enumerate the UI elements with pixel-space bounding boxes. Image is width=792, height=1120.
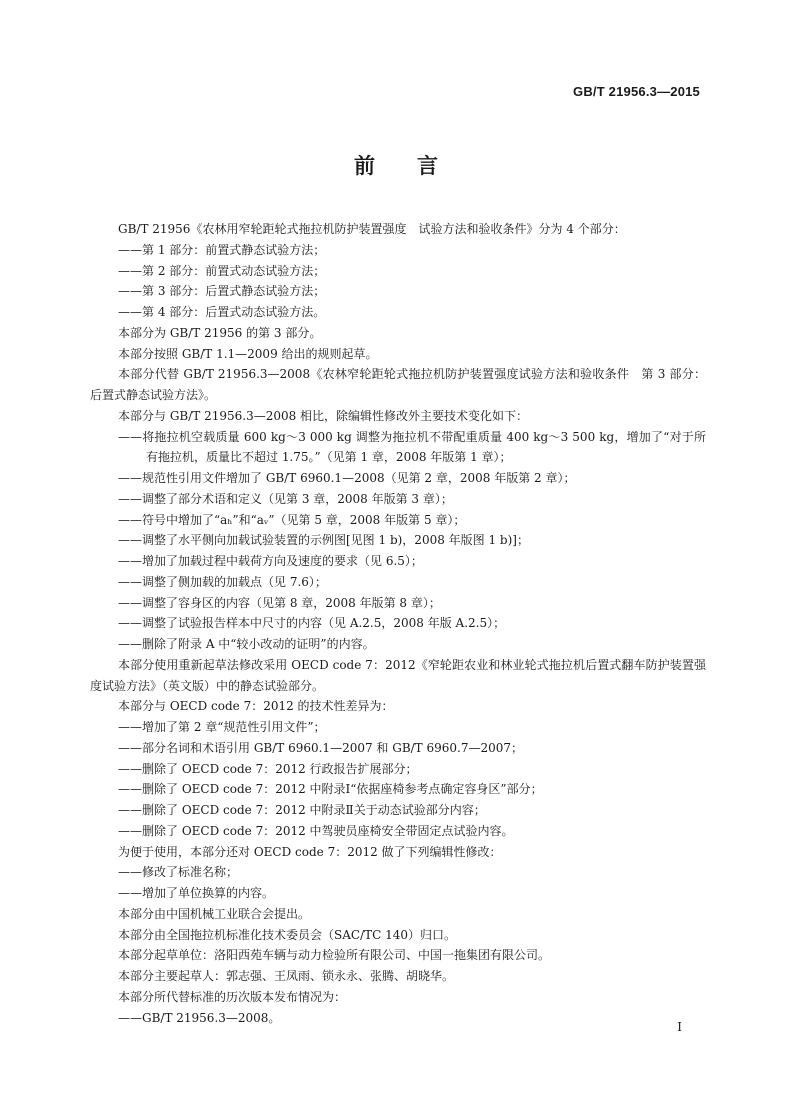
dash-list-item: ——增加了第 2 章“规范性引用文件”； [118, 720, 326, 734]
paragraph: 本部分与 GB/T 21956.3—2008 相比，除编辑性修改外主要技术变化如下： [118, 408, 529, 423]
dash-list-item: ——增加了加载过程中载荷方向及速度的要求（见 6.5）； [118, 554, 423, 568]
dash-list-item: ——删除了 OECD code 7：2012 中驾驶员座椅安全带固定点试验内容。 [118, 823, 514, 838]
page-title: 前言 [354, 154, 480, 178]
dash-list-item: ——修改了标准名称； [118, 865, 239, 880]
paragraph: 本部分按照 GB/T 1.1—2009 给出的规则起草。 [118, 346, 378, 361]
dash-list-item: ——调整了部分术语和定义（见第 3 章，2008 年版第 3 章）； [118, 491, 453, 506]
dash-list-item: ——规范性引用文件增加了 GB/T 6960.1—2008（见第 2 章，2008 年版第 2 章）； [118, 471, 576, 485]
paragraph: 本部分为 GB/T 21956 的第 3 部分。 [118, 325, 322, 340]
dash-list-item: ——部分名词和术语引用 GB/T 6960.1—2007 和 GB/T 6960.7—2007； [118, 740, 524, 755]
paragraph: GB/T 21956《农林用窄轮距轮式拖拉机防护装置强度 试验方法和验收条件》分为 4 个部分： [118, 222, 626, 236]
dash-list-item: ——调整了试验报告样本中尺寸的内容（见 A.2.5，2008 年版 A.2.5）； [118, 616, 506, 631]
dash-list-item: ——第 3 部分：后置式静态试验方法； [118, 284, 326, 299]
dash-list-item: ——删除了 OECD code 7：2012 行政报告扩展部分； [118, 761, 418, 776]
paragraph: 为便于使用，本部分还对 OECD code 7：2012 做了下列编辑性修改： [118, 844, 502, 859]
paragraph: 本部分起草单位：洛阳西苑车辆与动力检验所有限公司、中国一拖集团有限公司。 [118, 948, 551, 963]
dash-list-item: ——GB/T 21956.3—2008。 [118, 1010, 281, 1025]
dash-list-item: ——第 1 部分：前置式静态试验方法； [118, 242, 326, 257]
foreword-body [90, 219, 706, 1028]
paragraph: 本部分代替 GB/T 21956.3—2008《农林窄轮距轮式拖拉机防护装置强度试验方法和验收条件 第 3 部分：后置式静态试验方法》。 [90, 367, 706, 402]
dash-list-item: ——删除了附录 A 中“较小改动的证明”的内容。 [118, 637, 375, 651]
paragraph: 本部分所代替标准的历次版本发布情况为： [118, 989, 347, 1004]
dash-list-item: ——删除了 OECD code 7：2012 中附录Ⅰ“依据座椅参考点确定容身区”部分； [118, 782, 543, 797]
paragraph: 本部分使用重新起草法修改采用 OECD code 7：2012《窄轮距农业和林业轮式拖拉机后置式翻车防护装置强度试验方法》（英文版）中的静态试验部分。 [90, 657, 706, 693]
dash-list-item: ——调整了侧加载的加载点（见 7.6）； [118, 574, 327, 589]
paragraph: 本部分由中国机械工业联合会提出。 [118, 906, 311, 921]
standard-code: GB/T 21956.3—2015 [573, 84, 700, 99]
dash-list-item: ——删除了 OECD code 7：2012 中附录Ⅱ关于动态试验部分内容； [118, 803, 486, 817]
dash-list-item: ——符号中增加了“aₕ”和“aᵥ”（见第 5 章，2008 年版第 5 章）； [118, 512, 466, 527]
dash-list-item: ——将拖拉机空载质量 600 kg～3 000 kg 调整为拖拉机不带配重质量 400 kg～3 500 kg，增加了“对于所有拖拉机，质量比不超过 1.75。”（见第 1 章，2008 年版第 1 章）； [118, 429, 706, 465]
dash-list-item: ——第 2 部分：前置式动态试验方法； [118, 263, 326, 278]
dash-list-item: ——第 4 部分：后置式动态试验方法。 [118, 305, 326, 319]
paragraph: 本部分由全国拖拉机标准化技术委员会（SAC/TC 140）归口。 [118, 927, 457, 942]
page-number: Ⅰ [677, 1020, 682, 1034]
dash-list-item: ——增加了单位换算的内容。 [118, 886, 275, 900]
paragraph: 本部分主要起草人：郭志强、王凤雨、锁永永、张腾、胡晓华。 [118, 969, 455, 983]
dash-list-item: ——调整了水平侧向加载试验装置的示例图[见图 1 b)，2008 年版图 1 b)]； [118, 533, 529, 548]
paragraph: 本部分与 OECD code 7：2012 的技术性差异为： [118, 699, 394, 714]
dash-list-item: ——调整了容身区的内容（见第 8 章，2008 年版第 8 章）； [118, 595, 441, 610]
